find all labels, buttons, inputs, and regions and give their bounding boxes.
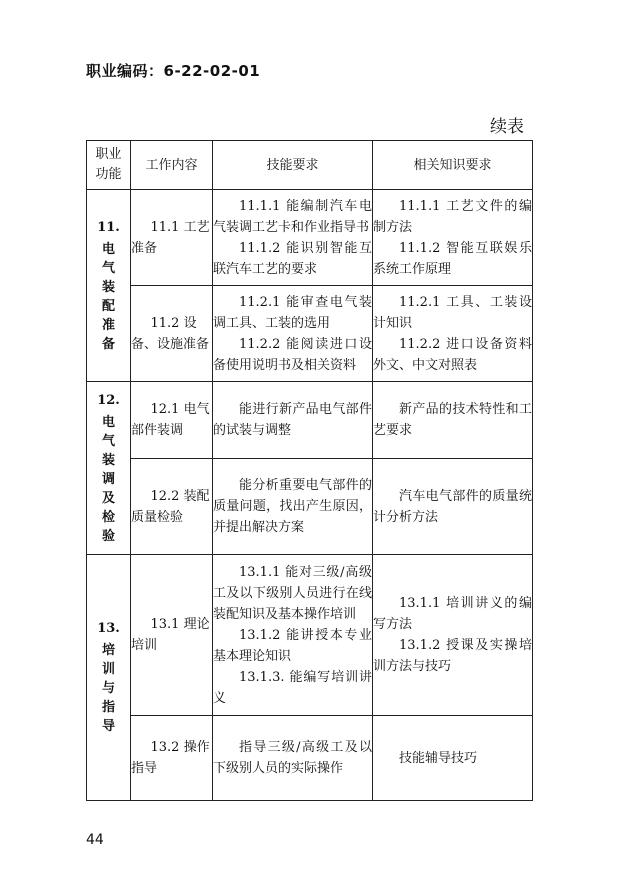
work-content-cell [131, 382, 213, 459]
skill-item: 13.1.1 能对三级/高级工及以下级别人员进行在线装配知识及基本操作培训 [213, 564, 372, 622]
function-number: 11. [97, 219, 120, 235]
page-number: 44 [86, 832, 104, 848]
work-content-text: 12.2 装配质量检验 [131, 488, 210, 525]
skill-item: 11.1.1 能编制汽车电气装调工艺卡和作业指导书 [213, 198, 372, 235]
table-header-row [87, 141, 533, 190]
skill-item: 11.2.1 能审查电气装调工具、工装的选用 [213, 294, 372, 331]
work-content-text: 12.1 电气部件装调 [131, 402, 210, 438]
skill-item: 能进行新产品电气部件的试装与调整 [213, 402, 372, 438]
knowledge-item: 11.2.1 工具、工装设计知识 [373, 294, 532, 331]
continued-label: 续表 [490, 117, 524, 137]
function-number: 13. [97, 621, 120, 636]
requirements-table [86, 140, 533, 801]
skill-item: 能分析重要电气部件的质量问题，找出产生原因，并提出解决方案 [213, 478, 372, 535]
knowledge-item: 11.2.2 进口设备资料外文、中文对照表 [373, 336, 532, 373]
skills-cell [213, 382, 373, 459]
function-name: 培训与指导 [102, 643, 116, 734]
function-name: 电气装调及检验 [102, 414, 116, 544]
knowledge-cell [373, 555, 533, 716]
knowledge-cell [373, 190, 533, 286]
function-cell-11 [87, 190, 131, 382]
work-content-cell [131, 459, 213, 555]
work-content-text: 11.2 设备、设施准备 [131, 315, 210, 352]
skill-item: 11.2.2 能阅读进口设备使用说明书及相关资料 [213, 336, 372, 373]
skills-cell [213, 286, 373, 382]
function-name: 电气装配准备 [102, 241, 116, 352]
skill-item: 11.1.2 能识别智能互联汽车工艺的要求 [213, 240, 372, 277]
skills-cell [213, 459, 373, 555]
knowledge-cell [373, 286, 533, 382]
column-header-knowledge: 相关知识要求 [373, 141, 533, 190]
work-content-text: 13.2 操作指导 [131, 740, 210, 776]
skills-cell [213, 555, 373, 716]
table-row [87, 382, 533, 459]
knowledge-item: 新产品的技术特性和工艺要求 [373, 402, 532, 438]
work-content-cell [131, 286, 213, 382]
skills-cell [213, 716, 373, 801]
skill-item: 13.1.2 能讲授本专业基本理论知识 [213, 627, 372, 664]
skill-item: 13.1.3. 能编写培训讲义 [213, 669, 372, 706]
work-content-text: 13.1 理论培训 [131, 617, 210, 653]
knowledge-cell [373, 716, 533, 801]
skill-item: 指导三级/高级工及以下级别人员的实际操作 [213, 740, 372, 776]
work-content-cell [131, 190, 213, 286]
knowledge-item: 11.1.1 工艺文件的编制方法 [373, 198, 532, 235]
skills-cell [213, 190, 373, 286]
function-cell-12 [87, 382, 131, 555]
table-row [87, 190, 533, 286]
table-row [87, 555, 533, 716]
occupation-code: 职业编码：6-22-02-01 [86, 62, 261, 80]
column-header-function [87, 141, 131, 190]
knowledge-item: 13.1.2 授课及实操培训方法与技巧 [373, 638, 532, 674]
knowledge-cell [373, 382, 533, 459]
knowledge-item: 技能辅导技巧 [399, 750, 478, 766]
function-cell-13 [87, 555, 131, 801]
knowledge-item: 13.1.1 培训讲义的编写方法 [373, 596, 532, 632]
work-content-cell [131, 716, 213, 801]
function-number: 12. [97, 392, 120, 408]
column-header-skills: 技能要求 [213, 141, 373, 190]
table-row [87, 459, 533, 555]
knowledge-cell [373, 459, 533, 555]
table-row [87, 716, 533, 801]
work-content-text: 11.1 工艺准备 [131, 219, 210, 256]
knowledge-item: 11.1.2 智能互联娱乐系统工作原理 [373, 240, 532, 277]
table-row [87, 286, 533, 382]
knowledge-item: 汽车电气部件的质量统计分析方法 [373, 488, 532, 525]
work-content-cell [131, 555, 213, 716]
column-header-function-line1: 职业 [95, 147, 122, 162]
column-header-function-line2: 功能 [95, 167, 122, 182]
column-header-content: 工作内容 [131, 141, 213, 190]
